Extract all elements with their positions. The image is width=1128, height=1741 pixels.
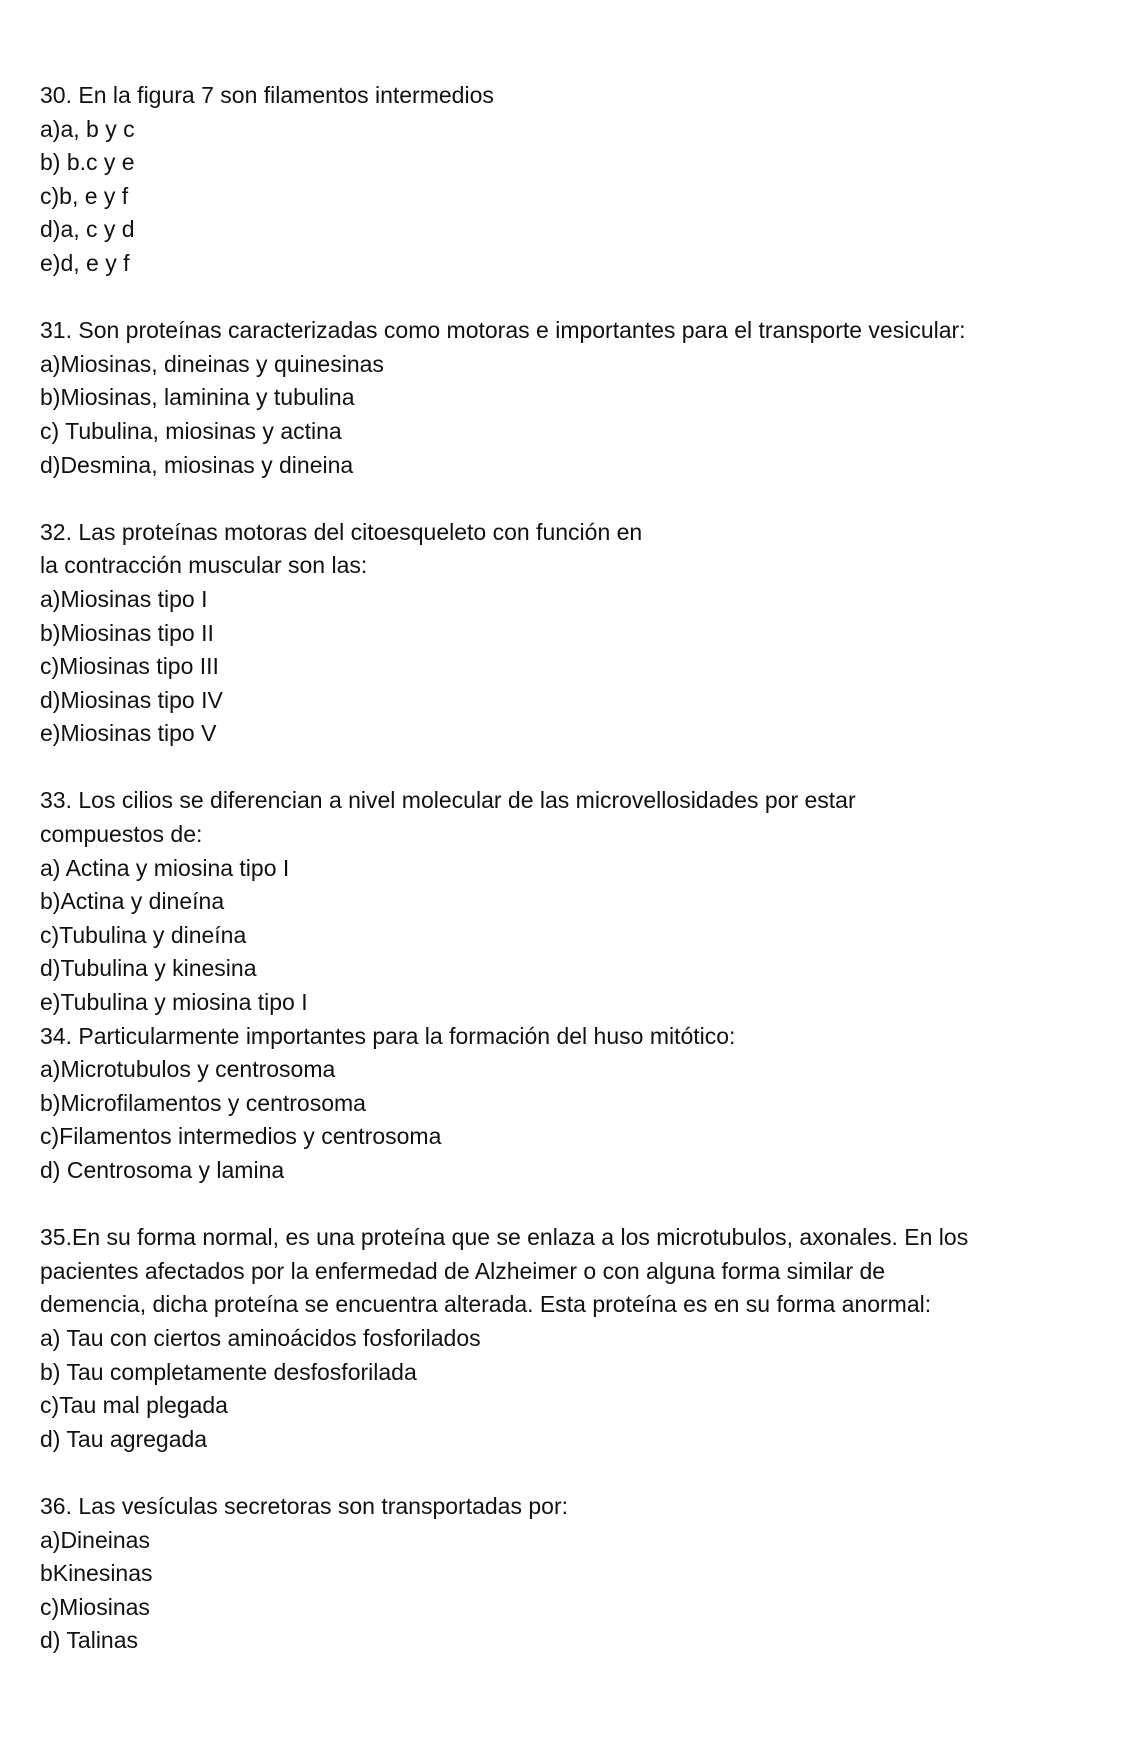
- answer-option: d) Tau agregada: [40, 1425, 208, 1452]
- question-34: [40, 1020, 1128, 1188]
- answer-option: d)Desmina, miosinas y dineina: [40, 451, 354, 478]
- question-31: [40, 314, 1128, 482]
- question-stem: 33. Los cilios se diferencian a nivel molecular de las microvellosidades por estar: [40, 787, 856, 814]
- question-35: [40, 1221, 1128, 1456]
- answer-option: c)Tau mal plegada: [40, 1392, 228, 1419]
- answer-option: a) Tau con ciertos aminoácidos fosforilados: [40, 1324, 481, 1351]
- answer-option: d) Centrosoma y lamina: [40, 1157, 285, 1183]
- question-36: [40, 1490, 1128, 1658]
- question-stem: 32. Las proteínas motoras del citoesqueleto con función en: [40, 518, 643, 545]
- answer-option: b)Actina y dineína: [40, 888, 225, 915]
- answer-option: e)Miosinas tipo V: [40, 720, 217, 747]
- answer-option: b)Microfilamentos y centrosoma: [40, 1089, 366, 1116]
- answer-option: b)Miosinas tipo II: [40, 619, 214, 646]
- answer-option: d) Talinas: [40, 1627, 139, 1654]
- answer-option: d)a, c y d: [40, 216, 135, 243]
- question-stem: 34. Particularmente importantes para la formación del huso mitótico:: [40, 1022, 736, 1049]
- answer-option: b)Miosinas, laminina y tubulina: [40, 384, 355, 411]
- answer-option: c)Miosinas: [40, 1593, 150, 1620]
- answer-option: a)Miosinas, dineinas y quinesinas: [40, 350, 384, 377]
- answer-option: c)Tubulina y dineína: [40, 921, 247, 948]
- answer-option: c)Miosinas tipo III: [40, 653, 219, 680]
- question-stem: pacientes afectados por la enfermedad de Alzheimer o con alguna forma similar de: [40, 1257, 886, 1284]
- question-stem: 30. En la figura 7 son filamentos intermedios: [40, 82, 494, 108]
- question-30: [40, 79, 1128, 281]
- question-32: [40, 516, 1128, 751]
- question-stem: 36. Las vesículas secretoras son transportadas por:: [40, 1492, 569, 1519]
- answer-option: c)Filamentos intermedios y centrosoma: [40, 1123, 442, 1150]
- answer-option: a)Microtubulos y centrosoma: [40, 1056, 336, 1083]
- answer-option: b) b.c y e: [40, 149, 135, 176]
- question-stem: compuestos de:: [40, 821, 203, 848]
- answer-option: bKinesinas: [40, 1560, 153, 1587]
- answer-option: b) Tau completamente desfosforilada: [40, 1358, 417, 1385]
- question-stem: 31. Son proteínas caracterizadas como motoras e importantes para el transporte vesicular:: [40, 317, 966, 344]
- answer-option: a)Miosinas tipo I: [40, 585, 208, 612]
- document: [40, 79, 1128, 1692]
- answer-option: d)Miosinas tipo IV: [40, 686, 223, 713]
- question-stem: demencia, dicha proteína se encuentra alterada. Esta proteína es en su forma anormal:: [40, 1291, 932, 1318]
- answer-option: a)Dineinas: [40, 1526, 150, 1553]
- answer-option: a)a, b y c: [40, 115, 135, 142]
- question-33: [40, 784, 1128, 1019]
- answer-option: c) Tubulina, miosinas y actina: [40, 417, 342, 444]
- answer-option: a) Actina y miosina tipo I: [40, 854, 290, 881]
- answer-option: d)Tubulina y kinesina: [40, 955, 257, 982]
- question-stem: la contracción muscular son las:: [40, 552, 368, 579]
- question-stem: 35.En su forma normal, es una proteína que se enlaza a los microtubulos, axonales. En los: [40, 1224, 969, 1251]
- answer-option: e)Tubulina y miosina tipo I: [40, 989, 308, 1016]
- answer-option: c)b, e y f: [40, 182, 129, 209]
- answer-option: e)d, e y f: [40, 249, 130, 276]
